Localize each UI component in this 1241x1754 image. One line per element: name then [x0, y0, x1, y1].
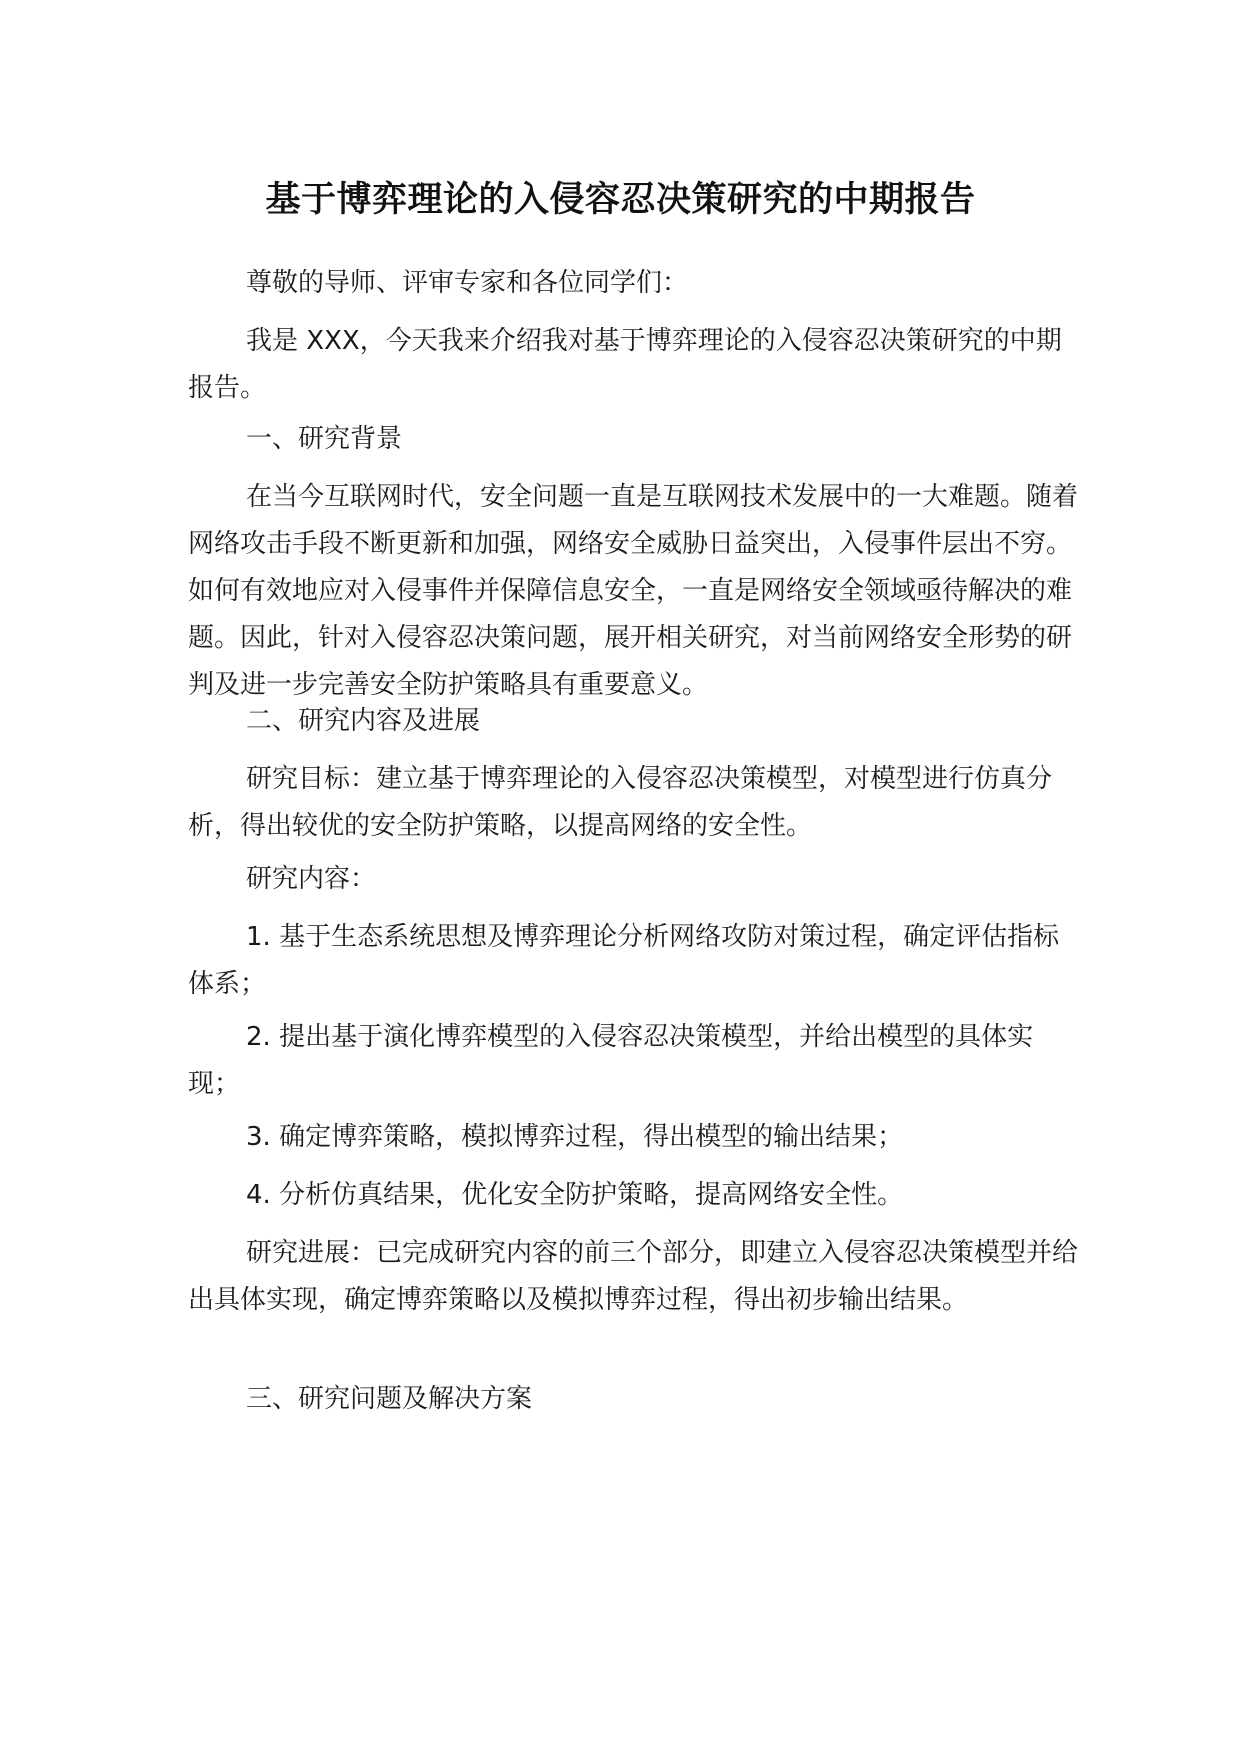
list-item-1: 1. 基于生态系统思想及博弈理论分析网络攻防对策过程，确定评估指标体系；: [188, 922, 1060, 999]
greeting-paragraph: 尊敬的导师、评审专家和各位同学们：: [246, 268, 689, 298]
document-title: 基于博弈理论的入侵容忍决策研究的中期报告: [265, 180, 976, 220]
background-paragraph: 在当今互联网时代，安全问题一直是互联网技术发展中的一大难题。随着网络攻击手段不断更新和加强，网络安全威胁日益突出，入侵事件层出不穷。如何有效地应对入侵事件并保障信息安全，一直是网络安全领域亟待解决的难题。因此，针对入侵容忍决策问题，展开相关研究，对当前网络安全形势的研判及进一步完善安全防护策略具有重要意义。: [188, 482, 1079, 700]
research-content-label: 研究内容：: [246, 864, 377, 894]
intro-paragraph: 我是 XXX，今天我来介绍我对基于博弈理论的入侵容忍决策研究的中期报告。: [188, 326, 1062, 403]
section-heading-content-progress: 二、研究内容及进展: [246, 706, 481, 736]
research-progress-paragraph: 研究进展：已完成研究内容的前三个部分，即建立入侵容忍决策模型并给出具体实现，确定博弈策略以及模拟博弈过程，得出初步输出结果。: [188, 1238, 1079, 1315]
research-goal-paragraph: 研究目标：建立基于博弈理论的入侵容忍决策模型，对模型进行仿真分析，得出较优的安全防护策略，以提高网络的安全性。: [188, 764, 1053, 841]
list-item-3: 3. 确定博弈策略，模拟博弈过程，得出模型的输出结果；: [246, 1122, 904, 1152]
section-heading-background: 一、研究背景: [246, 424, 403, 454]
section-heading-problems-solutions: 三、研究问题及解决方案: [246, 1384, 533, 1414]
list-item-4: 4. 分析仿真结果，优化安全防护策略，提高网络安全性。: [246, 1180, 904, 1210]
list-item-2: 2. 提出基于演化博弈模型的入侵容忍决策模型，并给出模型的具体实现；: [188, 1022, 1034, 1099]
